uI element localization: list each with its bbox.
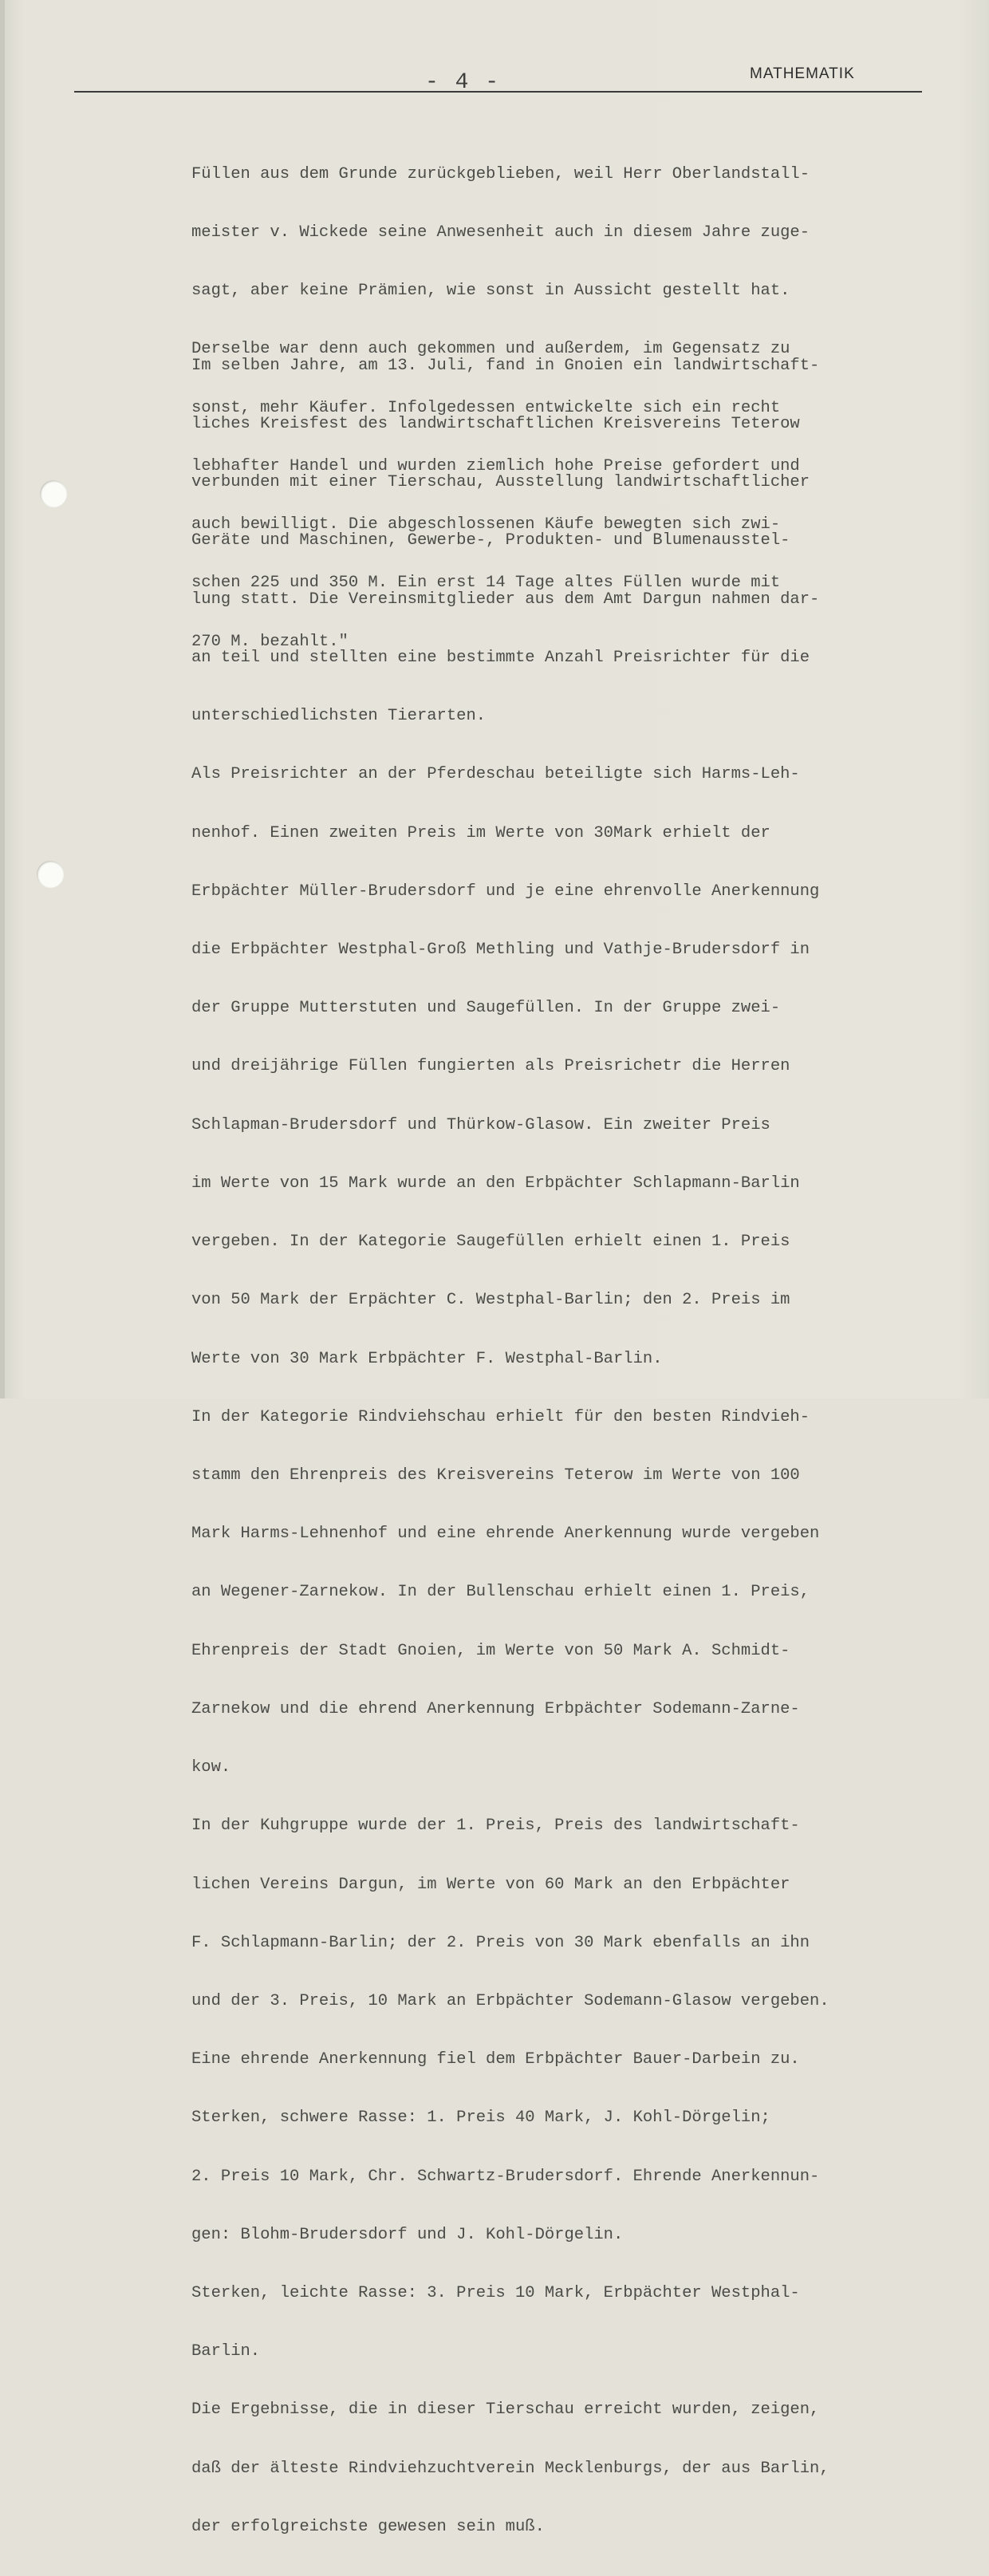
paragraph-2: [191, 318, 981, 2576]
text-line: Zarnekow und die ehrend Anerkennung Erbpächter Sodemann-Zarne-: [191, 1699, 800, 1718]
text-line: und der 3. Preis, 10 Mark an Erbpächter Sodemann-Glasow vergeben.: [191, 1991, 829, 2010]
text-line: 270 M. bezahlt.": [191, 632, 349, 651]
text-line: und dreijährige Füllen fungierten als Preisrichetr die Herren: [191, 1057, 790, 1076]
text-line: Im selben Jahre, am 13. Juli, fand in Gnoien ein landwirtschaft-: [191, 356, 820, 375]
text-line: Eine ehrende Anerkennung fiel dem Erbpächter Bauer-Darbein zu.: [191, 2050, 800, 2069]
text-line: lebhafter Handel und wurden ziemlich hohe Preise gefordert und: [191, 456, 800, 475]
text-line: vergeben. In der Kategorie Saugefüllen erhielt einen 1. Preis: [191, 1233, 790, 1252]
text-line: meister v. Wickede seine Anwesenheit auch in diesem Jahre zuge-: [191, 223, 810, 243]
text-line: Die Ergebnisse, die in dieser Tierschau erreicht wurden, zeigen,: [191, 2400, 820, 2420]
text-line: In der Kategorie Rindviehschau erhielt für den besten Rindvieh-: [191, 1407, 810, 1426]
text-line: schen 225 und 350 M. Ein erst 14 Tage altes Füllen wurde mit: [191, 574, 781, 593]
text-line: Schlapman-Brudersdorf und Thürkow-Glasow. Ein zweiter Preis: [191, 1115, 770, 1134]
text-line: F. Schlapmann-Barlin; der 2. Preis von 30 Mark ebenfalls an ihn: [191, 1933, 810, 1952]
text-line: kow.: [191, 1758, 231, 1777]
text-line: lung statt. Die Vereinsmitglieder aus dem Amt Dargun nahmen dar-: [191, 590, 820, 609]
text-line: Mark Harms-Lehnenhof und eine ehrende Anerkennung wurde vergeben: [191, 1525, 820, 1544]
text-line: Als Preisrichter an der Pferdeschau beteiligte sich Harms-Leh-: [191, 765, 800, 784]
text-line: sonst, mehr Käufer. Infolgedessen entwickelte sich ein recht: [191, 398, 781, 417]
text-line: lichen Vereins Dargun, im Werte von 60 Mark an den Erbpächter: [191, 1875, 790, 1894]
text-line: nenhof. Einen zweiten Preis im Werte von 30Mark erhielt der: [191, 823, 770, 842]
text-line: auch bewilligt. Die abgeschlossenen Käufe bewegten sich zwi-: [191, 515, 781, 535]
text-line: In der Kuhgruppe wurde der 1. Preis, Preis des landwirtschaft-: [191, 1817, 800, 1836]
punch-hole-bottom: [37, 861, 64, 888]
text-line: Werte von 30 Mark Erbpächter F. Westphal-Barlin.: [191, 1349, 663, 1368]
text-line: sagt, aber keine Prämien, wie sonst in Aussicht gestellt hat.: [191, 282, 790, 301]
text-line: an teil und stellten eine bestimmte Anzahl Preisrichter für die: [191, 648, 810, 667]
text-line: an Wegener-Zarnekow. In der Bullenschau erhielt einen 1. Preis,: [191, 1583, 810, 1602]
punch-hole-top: [40, 480, 67, 507]
text-line: Erbpächter Müller-Brudersdorf und je eine ehrenvolle Anerkennung: [191, 882, 820, 901]
text-line: Derselbe war denn auch gekommen und außerdem, im Gegensatz zu: [191, 340, 790, 359]
text-line: 2. Preis 10 Mark, Chr. Schwartz-Brudersdorf. Ehrende Anerkennun-: [191, 2167, 820, 2186]
text-line: verbunden mit einer Tierschau, Ausstellung landwirtschaftlicher: [191, 473, 810, 492]
text-line: Füllen aus dem Grunde zurückgeblieben, weil Herr Oberlandstall-: [191, 164, 810, 183]
text-line: liches Kreisfest des landwirtschaftlichen Kreisvereins Teterow: [191, 415, 800, 434]
text-line: daß der älteste Rindviehzuchtverein Mecklenburgs, der aus Barlin,: [191, 2459, 829, 2478]
text-line: Sterken, schwere Rasse: 1. Preis 40 Mark, J. Kohl-Dörgelin;: [191, 2109, 770, 2128]
text-line: unterschiedlichsten Tierarten.: [191, 707, 487, 726]
text-line: Ehrenpreis der Stadt Gnoien, im Werte von 50 Mark A. Schmidt-: [191, 1641, 790, 1660]
text-line: der erfolgreichste gewesen sein muß.: [191, 2517, 545, 2536]
text-line: stamm den Ehrenpreis des Kreisvereins Teterow im Werte von 100: [191, 1466, 800, 1485]
text-line: der Gruppe Mutterstuten und Saugefüllen. In der Gruppe zwei-: [191, 999, 781, 1018]
text-line: gen: Blohm-Brudersdorf und J. Kohl-Dörgelin.: [191, 2225, 624, 2244]
page-number: - 4 -: [424, 70, 500, 95]
text-line: im Werte von 15 Mark wurde an den Erbpächter Schlapmann-Barlin: [191, 1174, 800, 1193]
paper-edge: [0, 0, 5, 1398]
text-line: Geräte und Maschinen, Gewerbe-, Produkten- und Blumenausstel-: [191, 531, 790, 550]
header-rule: [74, 91, 922, 93]
text-line: Sterken, leichte Rasse: 3. Preis 10 Mark, Erbpächter Westphal-: [191, 2284, 800, 2303]
header-label: MATHEMATIK: [750, 65, 855, 82]
text-line: Barlin.: [191, 2342, 261, 2361]
text-line: von 50 Mark der Erpächter C. Westphal-Barlin; den 2. Preis im: [191, 1291, 790, 1310]
text-line: die Erbpächter Westphal-Groß Methling und Vathje-Brudersdorf in: [191, 941, 810, 959]
